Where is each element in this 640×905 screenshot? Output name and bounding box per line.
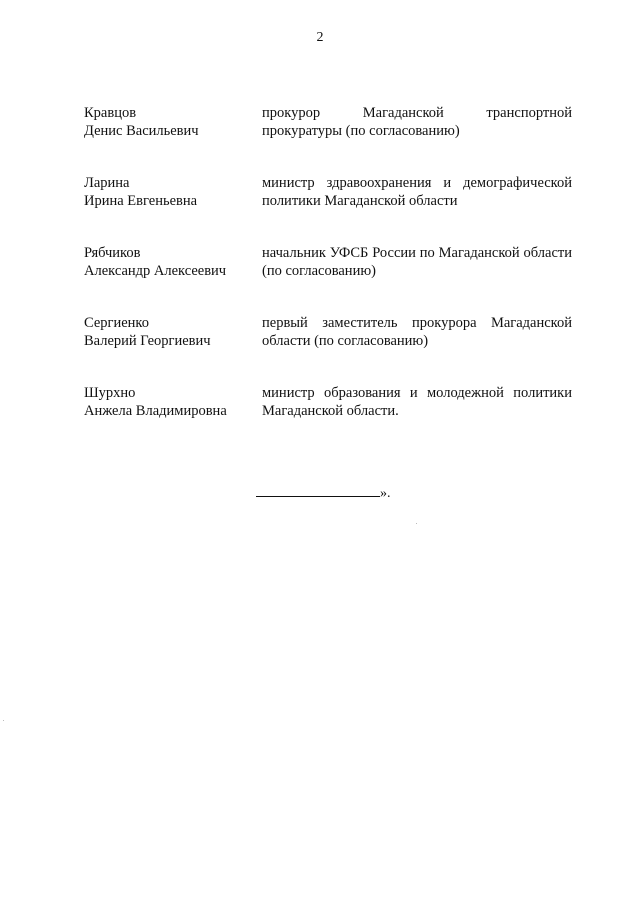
member-name [84,104,262,174]
scan-speck [416,523,417,524]
member-position: первый заместитель прокурора Магаданской области (по согласованию) [262,315,572,349]
closing-underline [256,484,380,497]
member-position: министр здравоохранения и демографической политики Магаданской области [262,175,572,209]
member-surname: Рябчиков [84,245,141,261]
member-name [84,384,262,454]
closing-mark: ». [380,486,391,501]
member-position: министр образования и молодежной политики Магаданской области. [262,385,572,419]
member-row [84,314,572,384]
member-given-names: Александр Алексеевич [84,263,227,279]
member-position: начальник УФСБ России по Магаданской области (по согласованию) [262,245,572,279]
member-row [84,174,572,244]
member-surname: Шурхно [84,385,136,401]
member-surname: Кравцов [84,105,137,121]
member-name [84,244,262,314]
member-given-names: Валерий Георгиевич [84,333,211,349]
member-name [84,174,262,244]
member-position: прокурор Магаданской транспортной прокуратуры (по согласованию) [262,105,572,139]
page-number: 2 [316,30,324,45]
closing-line [256,484,391,502]
member-given-names: Денис Васильевич [84,123,199,139]
member-row [84,384,572,454]
members-list [84,104,572,454]
member-row [84,104,572,174]
member-row [84,244,572,314]
member-name [84,314,262,384]
member-surname: Ларина [84,175,130,191]
member-given-names: Ирина Евгеньевна [84,193,198,209]
scan-speck [3,720,4,721]
member-given-names: Анжела Владимировна [84,403,227,419]
member-surname: Сергиенко [84,315,149,331]
